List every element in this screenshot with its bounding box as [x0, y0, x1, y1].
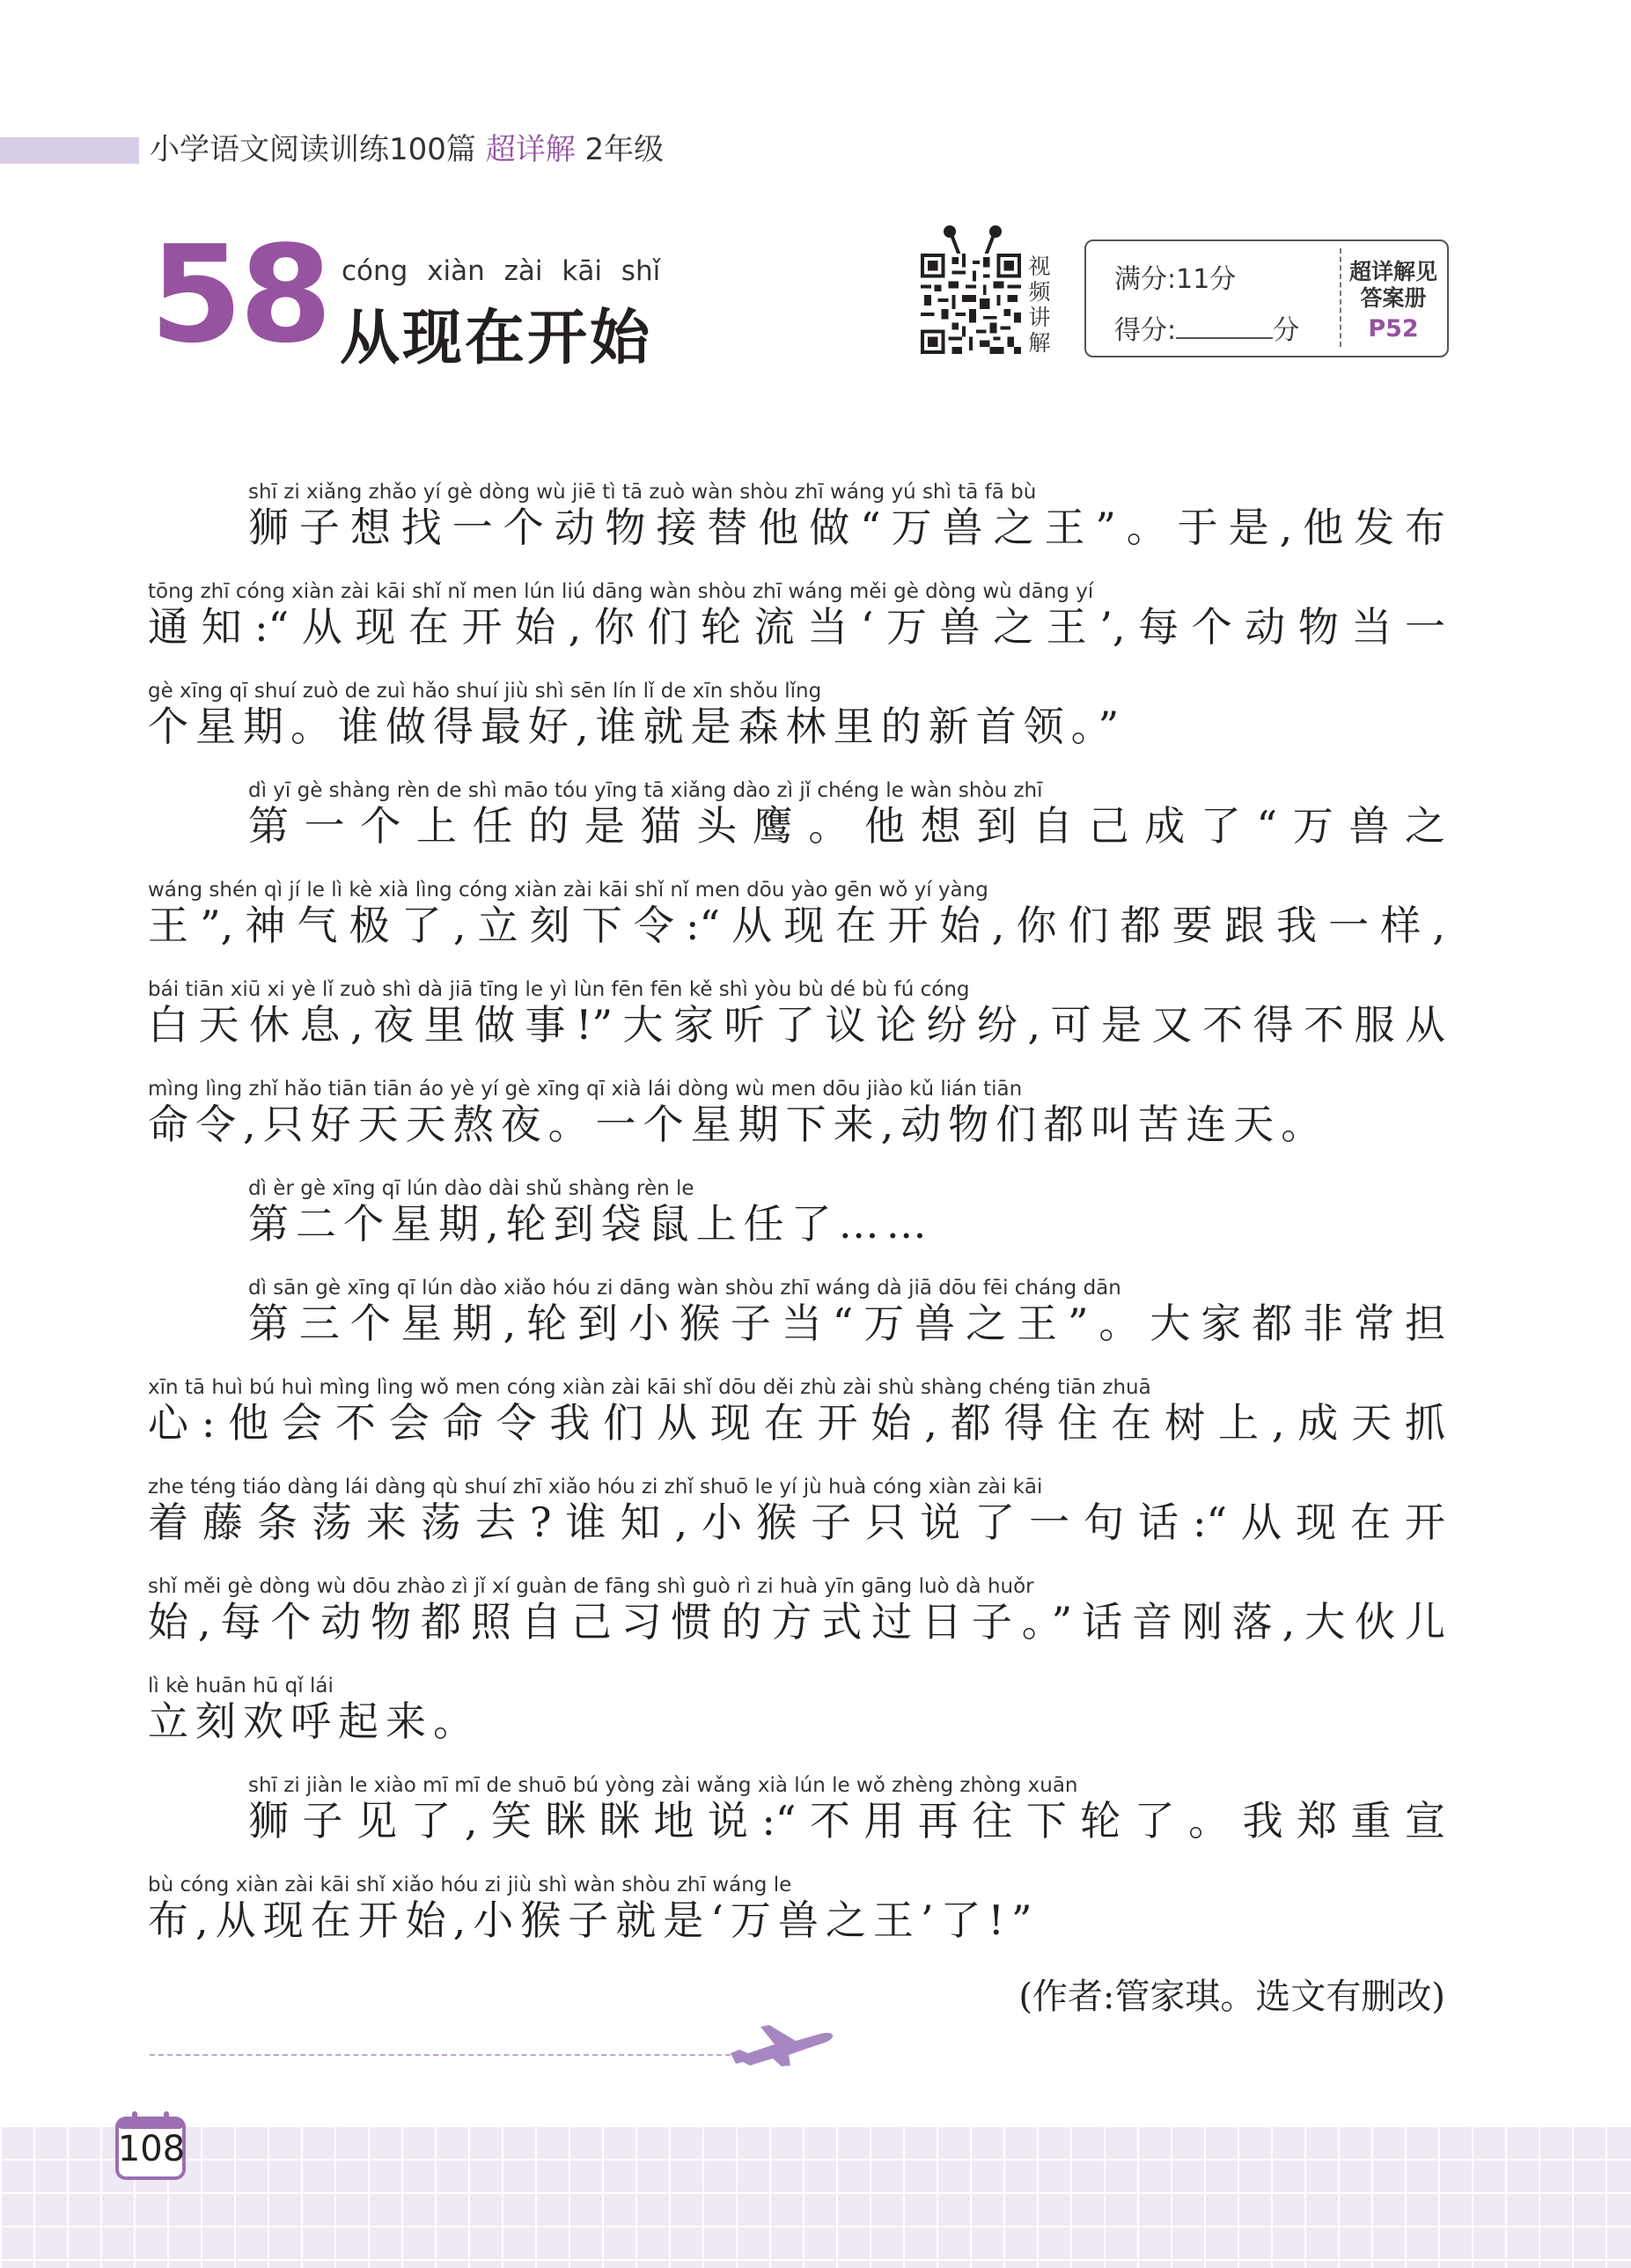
answer-reference: 超详解见答案册 — [1348, 259, 1437, 311]
lesson-title-pinyin: cóng xiàn zài kāi shǐ — [342, 255, 661, 287]
score-label: 得分: — [1114, 315, 1177, 346]
pinyin-line: mìng lìng zhǐ hǎo tiān tiān áo yè yí gè xīng qī xià lái dòng wù men dōu jiào kǔ lián tiān — [148, 1078, 1023, 1101]
airplane-icon — [727, 2018, 836, 2067]
book-title-text: 小学语文阅读训练100篇 — [150, 132, 476, 167]
passage-line: 始,每个动物都照自己习惯的方式过日子。”话音刚落,大伙儿 — [148, 1598, 1445, 1646]
passage-line: 狮子见了,笑眯眯地说:“不用再往下轮了。我郑重宣 — [248, 1797, 1445, 1845]
passage-line: 立刻欢呼起来。 — [148, 1697, 481, 1745]
qr-video-label: 视频讲解 — [1028, 254, 1051, 356]
pinyin-line: bái tiān xiū xi yè lǐ zuò shì dà jiā tīng le yì lùn fēn fēn kě shì yòu bù dé bù fú cóng — [148, 978, 970, 1001]
pinyin-line: dì èr gè xīng qī lún dào dài shǔ shàng rèn le — [248, 1177, 694, 1200]
passage-source: (作者:管家琪。选文有删改) — [1018, 1977, 1445, 2017]
pinyin-line: shī zi xiǎng zhǎo yí gè dòng wù jiē tì tā zuò wàn shòu zhī wáng yú shì tā fā bù — [248, 481, 1037, 504]
page-number: 108 — [117, 2129, 186, 2169]
book-edition: 超详解 — [485, 132, 576, 167]
passage-line: 个星期。谁做得最好,谁就是森林里的新首领。” — [148, 703, 1127, 750]
qr-code-icon[interactable] — [921, 254, 1021, 354]
passage-line: 布,从现在开始,小猴子就是‘万兽之王’了!” — [148, 1896, 1040, 1944]
passage-line: 命令,只好天天熬夜。一个星期下来,动物们都叫苦连天。 — [148, 1101, 1329, 1148]
answer-page: P52 — [1368, 315, 1419, 342]
passage-line: 通知:“从现在开始,你们轮流当‘万兽之王’,每个动物当一 — [148, 603, 1445, 651]
pinyin-line: lì kè huān hū qǐ lái — [148, 1675, 334, 1697]
passage-line: 狮子想找一个动物接替他做“万兽之王”。于是,他发布 — [248, 504, 1445, 551]
pinyin-line: shǐ měi gè dòng wù dōu zhào zì jǐ xí guàn de fāng shì guò rì zi huà yīn gāng luò dà huǒr — [148, 1575, 1034, 1598]
pinyin-line: bù cóng xiàn zài kāi shǐ xiǎo hóu zi jiù shì wàn shòu zhī wáng le — [148, 1874, 792, 1896]
dashed-divider — [150, 2054, 731, 2056]
qr-antenna-icon — [942, 225, 1003, 257]
score-unit: 分 — [1273, 315, 1300, 346]
passage-line: 王”,神气极了,立刻下令:“从现在开始,你们都要跟我一样, — [148, 902, 1445, 949]
full-score: 满分:11分 — [1114, 264, 1237, 295]
pinyin-line: xīn tā huì bú huì mìng lìng wǒ men cóng xiàn zài kāi shǐ dōu děi zhù zài shù shàng chéng tiān zhuā — [148, 1376, 1151, 1399]
book-grade: 2年级 — [584, 132, 665, 167]
pinyin-line: shī zi jiàn le xiào mī mī de shuō bú yòng zài wǎng xià lún le wǒ zhèng zhòng xuān — [248, 1774, 1078, 1797]
score-blank[interactable] — [1176, 314, 1273, 339]
pinyin-line: gè xīng qī shuí zuò de zuì hǎo shuí jiù shì sēn lín lǐ de xīn shǒu lǐng — [148, 680, 822, 703]
pinyin-line: tōng zhī cóng xiàn zài kāi shǐ nǐ men lún liú dāng wàn shòu zhī wáng měi gè dòng wù dāng yí — [148, 580, 1094, 603]
passage-line: 第三个星期,轮到小猴子当“万兽之王”。大家都非常担 — [248, 1300, 1445, 1347]
passage-line: 着藤条荡来荡去?谁知,小猴子只说了一句话:“从现在开 — [148, 1498, 1445, 1546]
footer-grid-background — [0, 2125, 1631, 2268]
pinyin-line: dì sān gè xīng qī lún dào xiǎo hóu zi dāng wàn shòu zhī wáng dà jiā dōu fēi cháng dān — [248, 1277, 1121, 1300]
passage-line: 第一个上任的是猫头鹰。他想到自己成了“万兽之 — [248, 802, 1445, 850]
passage-line: 心:他会不会命令我们从现在开始,都得住在树上,成天抓 — [148, 1399, 1445, 1447]
pinyin-line: wáng shén qì jí le lì kè xià lìng cóng xiàn zài kāi shǐ nǐ men dōu yào gēn wǒ yí yàng — [148, 879, 988, 902]
lesson-number: 58 — [150, 217, 329, 372]
passage-line: 第二个星期,轮到袋鼠上任了…… — [248, 1200, 934, 1248]
pinyin-line: dì yī gè shàng rèn de shì māo tóu yīng tā xiǎng dào zì jǐ chéng le wàn shòu zhī — [248, 779, 1043, 802]
lesson-title: 从现在开始 — [340, 304, 653, 373]
score-field[interactable] — [1114, 308, 1299, 347]
header-color-band — [0, 137, 139, 164]
passage-line: 白天休息,夜里做事!”大家听了议论纷纷,可是又不得不服从 — [148, 1001, 1445, 1049]
pinyin-line: zhe téng tiáo dàng lái dàng qù shuí zhī xiǎo hóu zi zhǐ shuō le yí jù huà cóng xiàn zài kāi — [148, 1476, 1043, 1498]
book-title — [150, 130, 664, 169]
